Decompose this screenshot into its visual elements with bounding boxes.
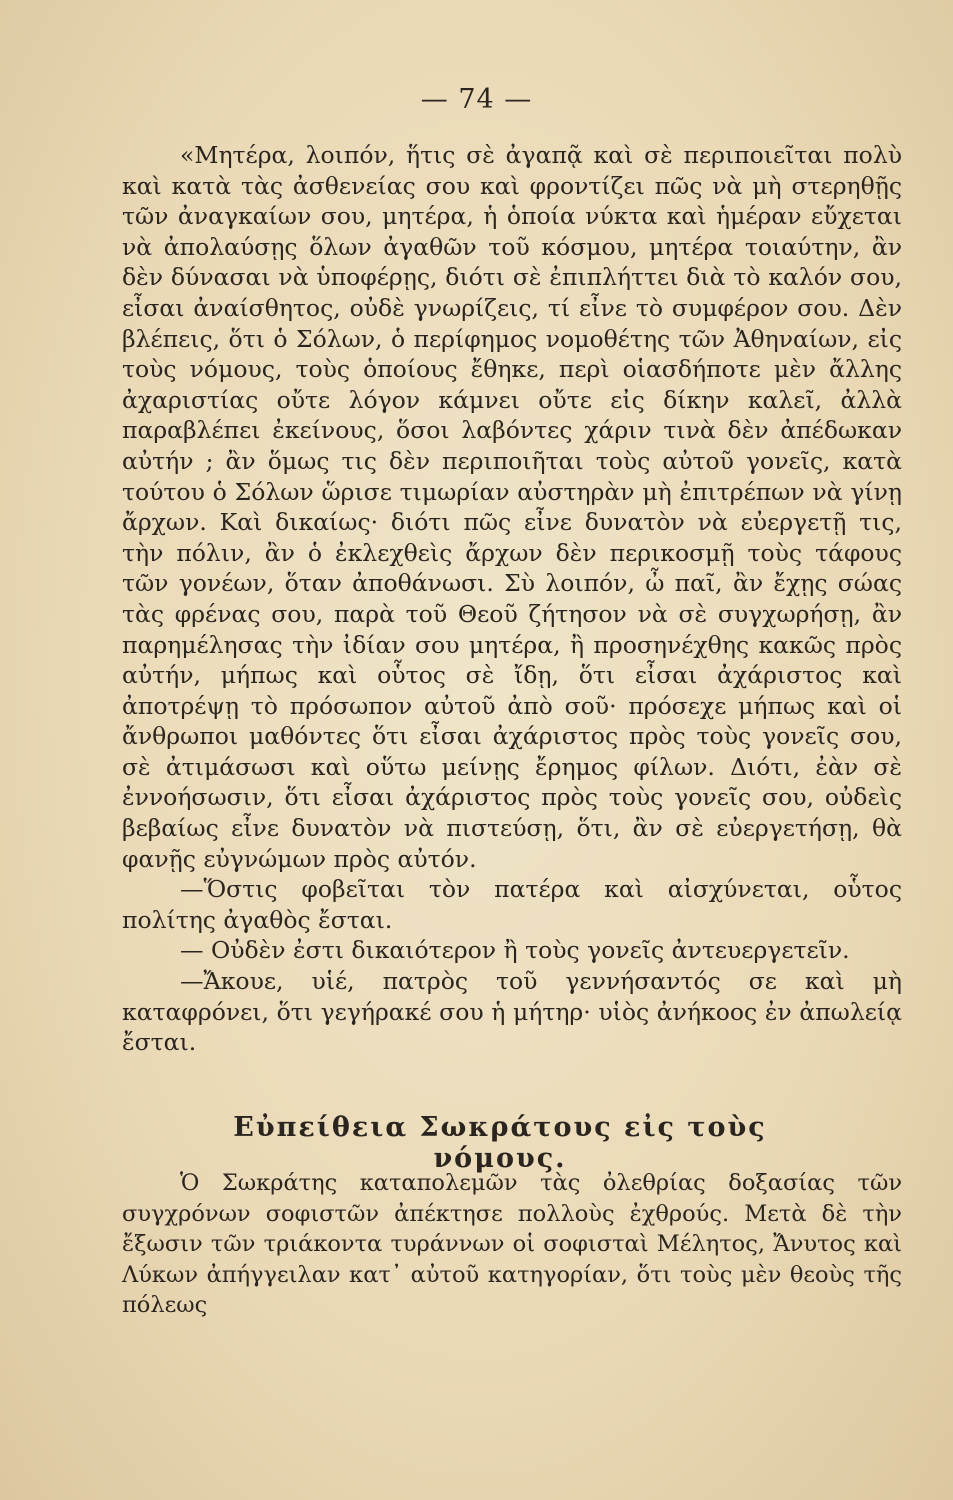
- proverb-justice: — Οὐδὲν ἐστι δικαιότερον ἢ τοὺς γονεῖς ἀντευεργετεῖν.: [180, 936, 850, 965]
- paragraph-socrates: Ὁ Σωκράτης καταπολεμῶν τὰς ὀλεθρίας δοξασίας τῶν συγχρόνων σοφιστῶν ἀπέκτησε πολλοὺς ἐχθρούς. Μετὰ δὲ τὴν ἔξωσιν τῶν τριάκοντα τυράννων οἱ σοφισταὶ Μέλητος, Ἄνυτος καὶ Λύκων ἀπήγγειλαν κατ᾽ αὐτοῦ κατηγορίαν, ὅτι τοὺς μὲν θεοὺς τῆς πόλεως: [122, 1170, 902, 1318]
- section-heading: Εὐπείθεια Σωκράτους εἰς τοὺς νόμους.: [233, 1112, 767, 1174]
- paragraph-mother: «Μητέρα, λοιπόν, ἥτις σὲ ἀγαπᾷ καὶ σὲ περιποιεῖται πολὺ καὶ κατὰ τὰς ἀσθενείας σου καὶ φροντίζει πῶς νὰ μὴ στερηθῇς τῶν ἀναγκαίων σου, μητέρα, ἡ ὁποία νύκτα καὶ ἡμέραν εὔχεται νὰ ἀπολαύσῃς ὅλων ἀγαθῶν τοῦ κόσμου, μητέρα τοιαύτην, ἂν δὲν δύνασαι νὰ ὑποφέρῃς, διότι σὲ ἐπιπλήττει διὰ τὸ καλόν σου, εἶσαι ἀναίσθητος, οὐδὲ γνωρίζεις, τί εἶνε τὸ συμφέρον σου. Δὲν βλέπεις, ὅτι ὁ Σόλων, ὁ περίφημος νομοθέτης τῶν Ἀθηναίων, εἰς τοὺς νόμους, τοὺς ὁποίους ἔθηκε, περὶ οἱασδήποτε μὲν ἄλλης ἀχαριστίας οὔτε λόγον κάμνει οὔτε εἰς δίκην καλεῖ, ἀλλὰ παραβλέπει ἐκείνους, ὅσοι λαβόντες χάριν τινὰ δὲν ἀπέδωκαν αὐτήν ; ἂν ὅμως τις δὲν περιποιῆται τοὺς αὐτοῦ γονεῖς, κατὰ τούτου ὁ Σόλων ὥρισε τιμωρίαν αὐστηρὰν μὴ ἐπιτρέπων νὰ γίνῃ ἄρχων. Καὶ δικαίως· διότι πῶς εἶνε δυνατὸν νὰ εὐεργετῇ τις, τὴν πόλιν, ἂν ὁ ἐκλεχθεὶς ἄρχων δὲν περικοσμῇ τοὺς τάφους τῶν γονέων, ὅταν ἀποθάνωσι. Σὺ λοιπόν, ὦ παῖ, ἂν ἔχῃς σώας τὰς φρένας σου, παρὰ τοῦ Θεοῦ ζήτησον νὰ σὲ συγχωρήσῃ, ἂν παρημέλησας τὴν ἰδίαν σου μητέρα, ἢ προσηνέχθης κακῶς πρὸς αὐτήν, μήπως καὶ οὗτος σὲ ἴδῃ, ὅτι εἶσαι ἀχάριστος καὶ ἀποτρέψῃ τὸ πρόσωπον αὐτοῦ ἀπὸ σοῦ· πρόσεχε μήπως καὶ οἱ ἄνθρωποι μαθόντες ὅτι εἶσαι ἀχάριστος πρὸς τοὺς γονεῖς σου, σὲ ἀτιμάσωσι καὶ οὕτω μείνῃς ἔρημος φίλων. Διότι, ἐὰν σὲ ἐννοήσωσιν, ὅτι εἶσαι ἀχάριστος πρὸς τοὺς γονεῖς σου, οὐδεὶς βεβαίως εἶνε δυνατὸν νὰ πιστεύσῃ, ὅτι, ἂν σὲ εὐεργετήσῃ, θὰ φανῇς εὐγνώμων πρὸς αὐτόν.: [122, 141, 902, 873]
- proverb-father: —Ὅστις φοβεῖται τὸν πατέρα καὶ αἰσχύνεται, οὗτος πολίτης ἀγαθὸς ἔσται.: [122, 875, 902, 934]
- section-text: [122, 1168, 902, 1321]
- page-number: — 74 —: [420, 84, 533, 115]
- proverb-listen: —Ἄκουε, υἱέ, πατρὸς τοῦ γεννήσαντός σε καὶ μὴ καταφρόνει, ὅτι γεγήρακέ σου ἡ μήτηρ· υἱὸς ἀνήκοος ἐν ἀπωλείᾳ ἔσται.: [122, 967, 902, 1057]
- main-text: [122, 140, 902, 1058]
